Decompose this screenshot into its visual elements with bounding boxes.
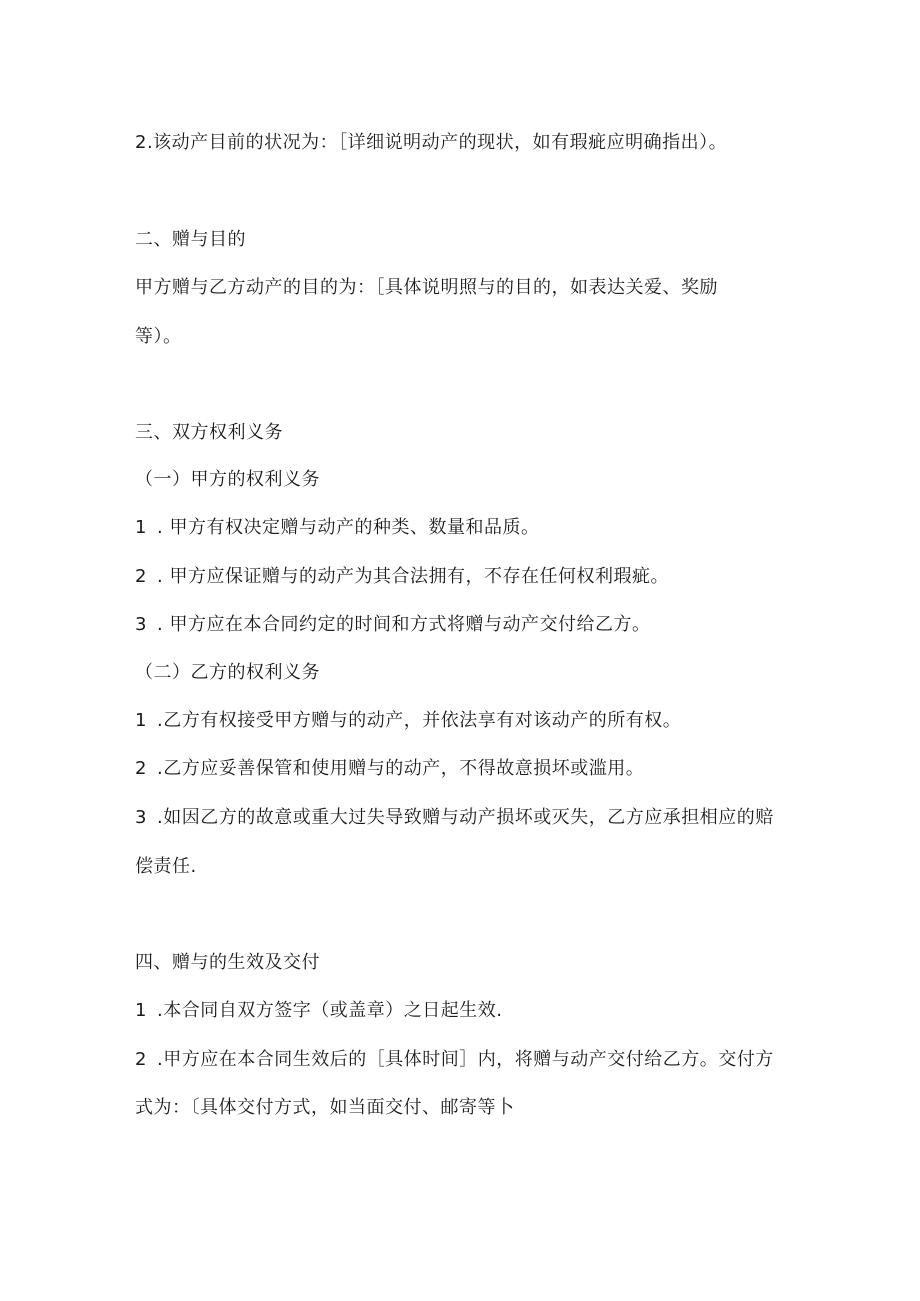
item-text: .乙方应妥善保管和使用赠与的动产，不得故意损坏或滥用。 [157,758,645,779]
section-4-item-2-continuation: 式为：〔具体交付方式，如当面交付、邮寄等卜 [135,1097,515,1118]
item-text: . 甲方有权决定赠与动产的种类、数量和品质。 [157,517,540,538]
party-b-item-3-continuation: 偿责任. [135,856,197,877]
item-text: .甲方应在本合同生效后的［具体时间］内，将赠与动产交付给乙方。交付方 [157,1049,774,1070]
party-b-heading: （二）乙方的权利义务 [135,662,320,683]
party-a-item-1 [135,516,539,540]
item-number: 1 [135,1000,147,1021]
item-text: .如因乙方的故意或重大过失导致赠与动产损坏或灭失，乙方应承担相应的赔 [157,807,774,828]
section-3-heading: 三、双方权利义务 [135,422,283,443]
party-a-heading: （一）甲方的权利义务 [135,469,320,490]
item-number: 3 [135,807,147,828]
item-number: 3 [135,614,147,635]
item-number: 1 [135,710,147,731]
section-4-heading: 四、赠与的生效及交付 [135,952,320,973]
party-b-item-3 [135,806,774,830]
item-number: 1 [135,517,147,538]
party-a-item-2 [135,565,669,589]
item-number: 2 [135,758,147,779]
section-4-item-1 [135,999,502,1023]
item-number: 2 [135,1049,147,1070]
section-4-item-2 [135,1048,774,1072]
party-b-item-2 [135,757,644,781]
item-text: . 甲方应在本合同约定的时间和方式将赠与动产交付给乙方。 [157,614,651,635]
section-2-heading: 二、赠与目的 [135,229,246,250]
clause-2-condition: 2.该动产目前的状况为：［详细说明动产的现状，如有瑕疵应明确指出）。 [135,132,728,153]
item-number: 2 [135,566,147,587]
section-2-paragraph-line1: 甲方赠与乙方动产的目的为：［具体说明照与的目的，如表达关爱、奖励 [135,277,718,298]
item-text: .本合同自双方签字（或盖章）之日起生效. [157,1000,503,1021]
section-2-paragraph-line2: 等）。 [135,326,182,347]
party-a-item-3 [135,613,650,637]
item-text: .乙方有权接受甲方赠与的动产，并依法享有对该动产的所有权。 [157,710,682,731]
party-b-item-1 [135,709,681,733]
item-text: . 甲方应保证赠与的动产为其合法拥有，不存在任何权利瑕疵。 [157,566,669,587]
